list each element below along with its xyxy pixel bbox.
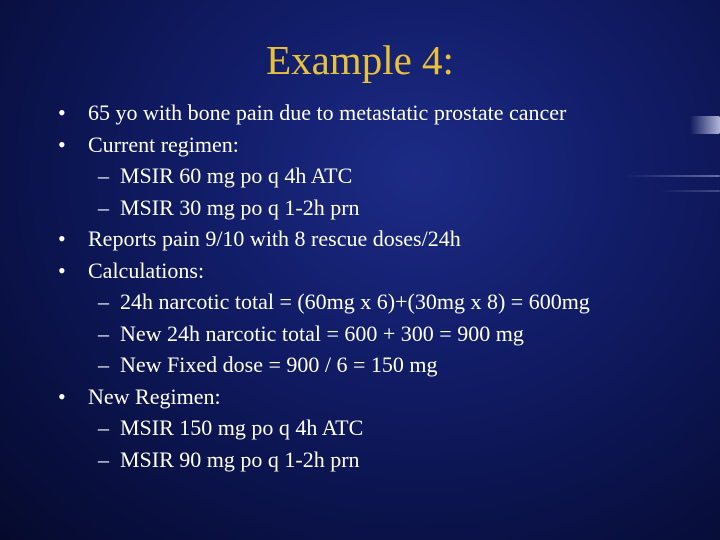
dash-marker: – [98,320,109,346]
bullet-item [58,129,698,161]
sub-bullet-item [58,349,698,381]
bullet-marker: • [58,383,66,409]
bullet-text: New Regimen: [88,383,221,409]
sub-bullet-text: MSIR 150 mg po q 4h ATC [120,415,364,440]
sub-bullet-item [58,286,698,318]
slide-title: Example 4: [266,37,454,83]
sub-bullet-text: MSIR 60 mg po q 4h ATC [120,163,353,188]
bullet-text: Calculations: [88,257,205,283]
sub-bullet-item [58,444,698,476]
sub-bullet-item [58,412,698,444]
dash-marker: – [98,352,109,377]
dash-marker: – [98,194,109,220]
bullet-text: Reports pain 9/10 with 8 rescue doses/24h [88,226,461,251]
dash-marker: – [98,163,109,188]
bullet-marker: • [58,257,66,283]
bullet-item [58,381,698,413]
bullet-item [58,223,698,255]
bullet-item [58,97,698,129]
sub-bullet-item [58,192,698,224]
sub-bullet-text: New 24h narcotic total = 600 + 300 = 900 mg [120,320,524,346]
bullet-text: 65 yo with bone pain due to metastatic prostate cancer [88,100,567,125]
bullet-marker: • [58,100,66,125]
sub-bullet-text: 24h narcotic total = (60mg x 6)+(30mg x 8) = 600mg [120,289,590,314]
bullet-item [58,255,698,287]
dash-marker: – [98,446,109,472]
dash-marker: – [98,415,109,440]
bullet-marker: • [58,226,66,251]
sub-bullet-text: New Fixed dose = 900 / 6 = 150 mg [120,352,438,377]
sub-bullet-item [58,318,698,350]
slide-content [58,97,698,475]
sub-bullet-text: MSIR 90 mg po q 1-2h prn [120,446,360,472]
sub-bullet-item [58,160,698,192]
bullet-text: Current regimen: [88,131,239,157]
sub-bullet-text: MSIR 30 mg po q 1-2h prn [120,194,360,220]
dash-marker: – [98,289,109,314]
bullet-marker: • [58,131,66,157]
